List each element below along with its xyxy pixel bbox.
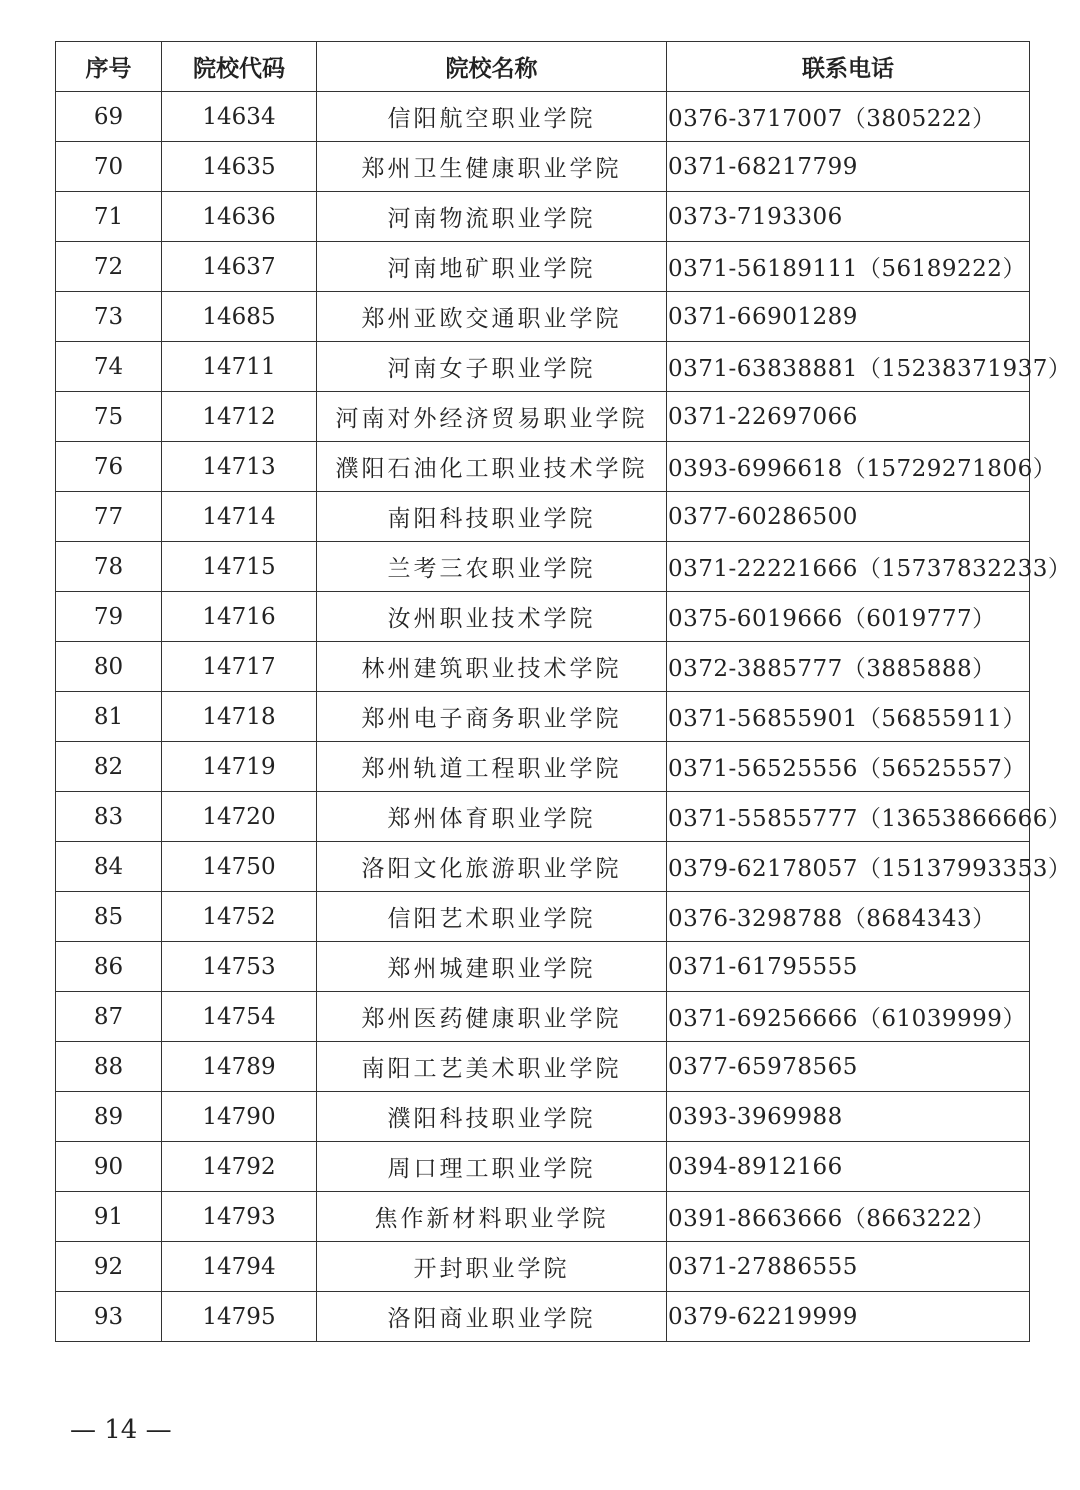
table-row [56, 892, 1030, 942]
row-name-cell: 濮阳科技职业学院 [317, 1092, 667, 1142]
row-name-cell: 汝州职业技术学院 [317, 592, 667, 642]
header-seq: 序号 [56, 42, 162, 92]
row-name-cell: 郑州卫生健康职业学院 [317, 142, 667, 192]
row-name-cell: 郑州轨道工程职业学院 [317, 742, 667, 792]
row-phone-cell: 0371-69256666（61039999） [667, 992, 1030, 1042]
row-code-cell: 14637 [162, 242, 317, 292]
row-code-cell: 14636 [162, 192, 317, 242]
row-code-cell: 14718 [162, 692, 317, 742]
table-row [56, 1292, 1030, 1342]
row-phone-cell: 0375-6019666（6019777） [667, 592, 1030, 642]
table-row [56, 392, 1030, 442]
row-phone-cell: 0379-62178057（15137993353） [667, 842, 1030, 892]
row-seq-cell: 92 [56, 1242, 162, 1292]
row-name-cell: 郑州体育职业学院 [317, 792, 667, 842]
row-phone-cell: 0393-6996618（15729271806） [667, 442, 1030, 492]
table-row [56, 942, 1030, 992]
table-row [56, 992, 1030, 1042]
row-code-cell: 14720 [162, 792, 317, 842]
row-seq-cell: 85 [56, 892, 162, 942]
row-name-cell: 河南物流职业学院 [317, 192, 667, 242]
table-row [56, 642, 1030, 692]
header-name: 院校名称 [317, 42, 667, 92]
row-phone-cell: 0376-3298788（8684343） [667, 892, 1030, 942]
header-code: 院校代码 [162, 42, 317, 92]
table-row [56, 492, 1030, 542]
row-seq-cell: 82 [56, 742, 162, 792]
row-seq-cell: 79 [56, 592, 162, 642]
row-seq-cell: 88 [56, 1042, 162, 1092]
row-seq-cell: 90 [56, 1142, 162, 1192]
row-phone-cell: 0379-62219999 [667, 1292, 1030, 1342]
table-row [56, 342, 1030, 392]
row-seq-cell: 70 [56, 142, 162, 192]
row-code-cell: 14635 [162, 142, 317, 192]
row-name-cell: 郑州医药健康职业学院 [317, 992, 667, 1042]
row-code-cell: 14719 [162, 742, 317, 792]
row-seq-cell: 93 [56, 1292, 162, 1342]
row-phone-cell: 0371-22697066 [667, 392, 1030, 442]
row-seq-cell: 72 [56, 242, 162, 292]
row-code-cell: 14712 [162, 392, 317, 442]
table-header-row [56, 42, 1030, 92]
row-phone-cell: 0371-22221666（15737832233） [667, 542, 1030, 592]
row-phone-cell: 0394-8912166 [667, 1142, 1030, 1192]
table-row [56, 442, 1030, 492]
row-phone-cell: 0371-56189111（56189222） [667, 242, 1030, 292]
row-code-cell: 14792 [162, 1142, 317, 1192]
row-name-cell: 河南女子职业学院 [317, 342, 667, 392]
row-name-cell: 郑州亚欧交通职业学院 [317, 292, 667, 342]
row-name-cell: 洛阳商业职业学院 [317, 1292, 667, 1342]
row-code-cell: 14790 [162, 1092, 317, 1142]
row-name-cell: 郑州城建职业学院 [317, 942, 667, 992]
row-name-cell: 周口理工职业学院 [317, 1142, 667, 1192]
row-seq-cell: 76 [56, 442, 162, 492]
row-phone-cell: 0371-27886555 [667, 1242, 1030, 1292]
row-code-cell: 14754 [162, 992, 317, 1042]
row-seq-cell: 78 [56, 542, 162, 592]
row-seq-cell: 86 [56, 942, 162, 992]
table-row [56, 192, 1030, 242]
table-row [56, 92, 1030, 142]
row-code-cell: 14714 [162, 492, 317, 542]
row-name-cell: 信阳艺术职业学院 [317, 892, 667, 942]
row-phone-cell: 0391-8663666（8663222） [667, 1192, 1030, 1242]
row-code-cell: 14793 [162, 1192, 317, 1242]
college-contact-table [55, 41, 1072, 1342]
row-code-cell: 14685 [162, 292, 317, 342]
row-name-cell: 南阳工艺美术职业学院 [317, 1042, 667, 1092]
row-code-cell: 14794 [162, 1242, 317, 1292]
table-row [56, 842, 1030, 892]
row-phone-cell: 0371-61795555 [667, 942, 1030, 992]
page-number: — 14 — [70, 1415, 172, 1445]
table-row [56, 792, 1030, 842]
row-code-cell: 14750 [162, 842, 317, 892]
row-name-cell: 开封职业学院 [317, 1242, 667, 1292]
row-seq-cell: 77 [56, 492, 162, 542]
row-seq-cell: 73 [56, 292, 162, 342]
table-row [56, 1192, 1030, 1242]
row-name-cell: 洛阳文化旅游职业学院 [317, 842, 667, 892]
header-phone: 联系电话 [667, 42, 1030, 92]
row-phone-cell: 0377-65978565 [667, 1042, 1030, 1092]
table-row [56, 692, 1030, 742]
row-code-cell: 14711 [162, 342, 317, 392]
table-row [56, 292, 1030, 342]
row-name-cell: 焦作新材料职业学院 [317, 1192, 667, 1242]
row-seq-cell: 84 [56, 842, 162, 892]
table-row [56, 142, 1030, 192]
row-phone-cell: 0377-60286500 [667, 492, 1030, 542]
row-name-cell: 林州建筑职业技术学院 [317, 642, 667, 692]
row-phone-cell: 0373-7193306 [667, 192, 1030, 242]
row-code-cell: 14717 [162, 642, 317, 692]
table-row [56, 1142, 1030, 1192]
row-seq-cell: 80 [56, 642, 162, 692]
row-phone-cell: 0376-3717007（3805222） [667, 92, 1030, 142]
row-phone-cell: 0371-55855777（13653866666） [667, 792, 1030, 842]
row-code-cell: 14752 [162, 892, 317, 942]
row-seq-cell: 89 [56, 1092, 162, 1142]
row-seq-cell: 71 [56, 192, 162, 242]
row-seq-cell: 87 [56, 992, 162, 1042]
row-code-cell: 14789 [162, 1042, 317, 1092]
table-row [56, 1042, 1030, 1092]
row-phone-cell: 0371-56855901（56855911） [667, 692, 1030, 742]
row-phone-cell: 0372-3885777（3885888） [667, 642, 1030, 692]
row-name-cell: 河南对外经济贸易职业学院 [317, 392, 667, 442]
row-name-cell: 河南地矿职业学院 [317, 242, 667, 292]
row-phone-cell: 0393-3969988 [667, 1092, 1030, 1142]
table-body [56, 92, 1072, 1342]
row-code-cell: 14753 [162, 942, 317, 992]
row-seq-cell: 69 [56, 92, 162, 142]
row-code-cell: 14713 [162, 442, 317, 492]
row-code-cell: 14716 [162, 592, 317, 642]
row-code-cell: 14795 [162, 1292, 317, 1342]
row-code-cell: 14634 [162, 92, 317, 142]
table-row [56, 592, 1030, 642]
row-phone-cell: 0371-63838881（15238371937） [667, 342, 1030, 392]
row-phone-cell: 0371-56525556（56525557） [667, 742, 1030, 792]
row-phone-cell: 0371-66901289 [667, 292, 1030, 342]
row-seq-cell: 91 [56, 1192, 162, 1242]
table-row [56, 1242, 1030, 1292]
row-name-cell: 郑州电子商务职业学院 [317, 692, 667, 742]
table-row [56, 1092, 1030, 1142]
row-seq-cell: 81 [56, 692, 162, 742]
row-seq-cell: 83 [56, 792, 162, 842]
row-code-cell: 14715 [162, 542, 317, 592]
row-seq-cell: 75 [56, 392, 162, 442]
row-name-cell: 南阳科技职业学院 [317, 492, 667, 542]
row-name-cell: 兰考三农职业学院 [317, 542, 667, 592]
table-row [56, 742, 1030, 792]
row-name-cell: 信阳航空职业学院 [317, 92, 667, 142]
row-seq-cell: 74 [56, 342, 162, 392]
table-row [56, 542, 1030, 592]
row-name-cell: 濮阳石油化工职业技术学院 [317, 442, 667, 492]
row-phone-cell: 0371-68217799 [667, 142, 1030, 192]
table-row [56, 242, 1030, 292]
